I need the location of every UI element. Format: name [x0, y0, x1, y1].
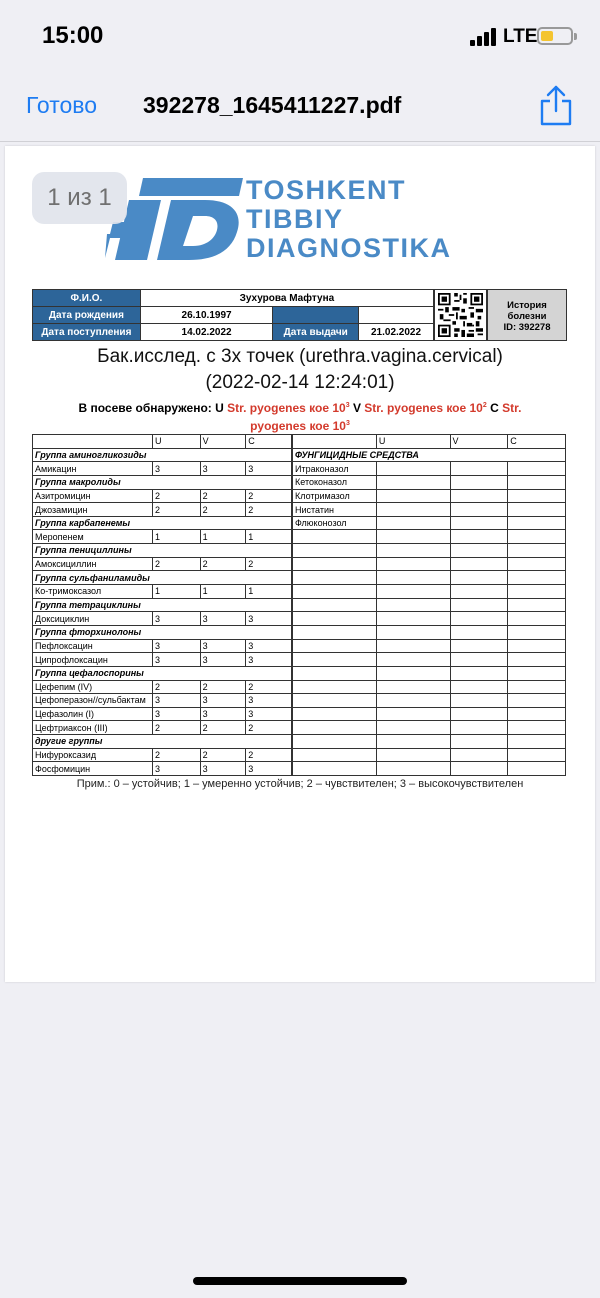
empty-cell: [293, 598, 377, 612]
empty-cell: [508, 735, 566, 749]
group-name: Группа тетрациклины: [33, 598, 292, 612]
empty-cell: [376, 530, 450, 544]
result-v: [450, 503, 508, 517]
result-u: 2: [152, 557, 200, 571]
group-row: [33, 625, 292, 639]
page-indicator: 1 из 1: [32, 172, 127, 224]
empty-cell: [508, 666, 566, 680]
result-u: 2: [152, 489, 200, 503]
group-name: Группа пенициллины: [33, 544, 292, 558]
blank-cell: [273, 307, 359, 324]
group-row: [33, 448, 292, 462]
patient-name: Зухурова Мафтуна: [140, 290, 433, 307]
empty-cell: [293, 748, 377, 762]
result-v: [450, 462, 508, 476]
empty-cell: [508, 653, 566, 667]
column-header: V: [450, 435, 508, 449]
empty-cell: [376, 762, 450, 776]
result-v: 2: [200, 489, 246, 503]
table-row: [33, 680, 292, 694]
group-name: Группа сульфаниламиды: [33, 571, 292, 585]
result-c: [508, 489, 566, 503]
empty-cell: [450, 612, 508, 626]
column-header: U: [376, 435, 450, 449]
brand-line-3: DIAGNOSTIKA: [246, 233, 452, 263]
group-row: [33, 735, 292, 749]
table-header-row: [33, 435, 292, 449]
site-u-result: Str. pyogenes кое $10^3$: [227, 401, 350, 415]
brand-line-2: TIBBIY: [246, 204, 344, 234]
column-header: V: [200, 435, 246, 449]
result-u: 3: [152, 707, 200, 721]
empty-row: [293, 721, 566, 735]
battery-icon: [537, 27, 573, 45]
result-v: [450, 516, 508, 530]
empty-cell: [508, 612, 566, 626]
group-row: [33, 571, 292, 585]
empty-cell: [508, 748, 566, 762]
empty-cell: [293, 735, 377, 749]
fio-label: Ф.И.О.: [33, 290, 141, 307]
result-v: [450, 475, 508, 489]
result-c: 1: [246, 530, 292, 544]
empty-cell: [508, 598, 566, 612]
empty-cell: [376, 707, 450, 721]
empty-cell: [450, 666, 508, 680]
empty-cell: [293, 639, 377, 653]
empty-row: [293, 530, 566, 544]
empty-cell: [376, 721, 450, 735]
table-row: [33, 653, 292, 667]
result-u: 2: [152, 680, 200, 694]
nav-bar: [0, 72, 600, 142]
table-row: [293, 462, 566, 476]
empty-cell: [508, 544, 566, 558]
empty-cell: [376, 625, 450, 639]
antifungal-group-name: ФУНГИЦИДНЫЕ СРЕДСТВА: [293, 448, 566, 462]
result-v: 1: [200, 585, 246, 599]
table-row: [33, 748, 292, 762]
antifungal-table: [292, 434, 566, 776]
empty-cell: [450, 530, 508, 544]
empty-cell: [293, 666, 377, 680]
result-c: 3: [246, 639, 292, 653]
drug-name: Итраконазол: [293, 462, 377, 476]
result-v: 3: [200, 762, 246, 776]
result-v: 3: [200, 707, 246, 721]
result-v: 3: [200, 462, 246, 476]
drug-name: Ко-тримоксазол: [33, 585, 153, 599]
result-u: 3: [152, 694, 200, 708]
study-title: Бак.исслед. с 3х точек (urethra.vagina.cervical): [97, 346, 503, 367]
result-u: 2: [152, 503, 200, 517]
result-v: 2: [200, 557, 246, 571]
table-row: [33, 530, 292, 544]
result-c: 1: [246, 585, 292, 599]
history-label-2: болезни: [507, 311, 547, 322]
result-u: 2: [152, 748, 200, 762]
drug-name: Ципрофлоксацин: [33, 653, 153, 667]
history-label-1: История: [507, 300, 547, 311]
birth-label: Дата рождения: [33, 307, 141, 324]
share-icon[interactable]: [538, 84, 574, 126]
site-c-result: Str. pyogenes кое $10^3$: [250, 401, 522, 433]
result-u: 2: [152, 721, 200, 735]
group-name: другие группы: [33, 735, 292, 749]
result-v: 2: [200, 680, 246, 694]
empty-cell: [293, 612, 377, 626]
empty-cell: [293, 625, 377, 639]
result-u: [376, 475, 450, 489]
drug-name: Амоксициллин: [33, 557, 153, 571]
table-row: [293, 503, 566, 517]
result-v: [450, 489, 508, 503]
clinic-name: [246, 176, 452, 263]
empty-row: [293, 762, 566, 776]
case-history-box: [487, 289, 567, 341]
table-row: [33, 707, 292, 721]
empty-cell: [450, 707, 508, 721]
empty-cell: [293, 694, 377, 708]
result-u: 3: [152, 462, 200, 476]
group-name: Группа фторхинолоны: [33, 625, 292, 639]
group-name: Группа макролиды: [33, 475, 292, 489]
document-title: 392278_1645411227.pdf: [143, 92, 402, 118]
result-c: 2: [246, 489, 292, 503]
result-v: 3: [200, 653, 246, 667]
table-row: [293, 489, 566, 503]
signal-icon: [470, 28, 498, 46]
empty-cell: [293, 653, 377, 667]
result-c: [508, 516, 566, 530]
empty-cell: [376, 598, 450, 612]
qr-code: [434, 289, 487, 341]
result-c: 3: [246, 707, 292, 721]
table-row: [33, 762, 292, 776]
empty-cell: [450, 680, 508, 694]
admission-date: 14.02.2022: [140, 324, 273, 341]
result-c: 3: [246, 462, 292, 476]
drug-name: Цефтриаксон (III): [33, 721, 153, 735]
table-row: [33, 503, 292, 517]
result-c: [508, 503, 566, 517]
drug-name: Нистатин: [293, 503, 377, 517]
result-c: 3: [246, 653, 292, 667]
table-row: [293, 516, 566, 530]
drug-name: Цефазолин (I): [33, 707, 153, 721]
drug-name: Цефепим (IV): [33, 680, 153, 694]
column-header: U: [152, 435, 200, 449]
result-u: 3: [152, 612, 200, 626]
empty-cell: [508, 762, 566, 776]
group-row: [293, 448, 566, 462]
result-u: 3: [152, 653, 200, 667]
empty-row: [293, 653, 566, 667]
column-header: C: [246, 435, 292, 449]
result-v: 3: [200, 694, 246, 708]
birth-date: 26.10.1997: [140, 307, 273, 324]
group-row: [33, 598, 292, 612]
empty-cell: [508, 625, 566, 639]
brand-line-1: TOSHKENT: [246, 175, 407, 205]
empty-row: [293, 598, 566, 612]
result-u: 3: [152, 762, 200, 776]
empty-row: [293, 639, 566, 653]
empty-row: [293, 544, 566, 558]
table-header-row: [293, 435, 566, 449]
result-v: 2: [200, 748, 246, 762]
blank-cell: [359, 307, 434, 324]
empty-row: [293, 571, 566, 585]
empty-cell: [376, 748, 450, 762]
empty-cell: [508, 557, 566, 571]
result-u: [376, 489, 450, 503]
empty-cell: [508, 707, 566, 721]
group-name: Группа карбапенемы: [33, 516, 292, 530]
empty-cell: [508, 680, 566, 694]
empty-cell: [293, 721, 377, 735]
result-u: [376, 516, 450, 530]
empty-cell: [293, 530, 377, 544]
empty-cell: [508, 721, 566, 735]
result-u: 1: [152, 530, 200, 544]
issue-label: Дата выдачи: [273, 324, 359, 341]
empty-cell: [450, 598, 508, 612]
table-row: [33, 694, 292, 708]
status-time: 15:00: [42, 22, 104, 49]
empty-cell: [293, 680, 377, 694]
empty-cell: [450, 735, 508, 749]
table-row: [33, 462, 292, 476]
empty-cell: [508, 571, 566, 585]
done-button[interactable]: Готово: [26, 92, 98, 118]
home-indicator[interactable]: [193, 1277, 407, 1285]
empty-cell: [376, 571, 450, 585]
result-v: 3: [200, 639, 246, 653]
drug-name: Меропенем: [33, 530, 153, 544]
drug-name: Доксициклин: [33, 612, 153, 626]
empty-row: [293, 680, 566, 694]
empty-cell: [450, 625, 508, 639]
result-c: [508, 475, 566, 489]
drug-name: Кетоконазол: [293, 475, 377, 489]
group-name: Группа аминогликозиды: [33, 448, 292, 462]
empty-cell: [293, 557, 377, 571]
group-row: [33, 475, 292, 489]
empty-row: [293, 707, 566, 721]
table-row: [33, 585, 292, 599]
empty-cell: [508, 585, 566, 599]
header-cell: [293, 435, 377, 449]
drug-name: Флюконозол: [293, 516, 377, 530]
group-row: [33, 516, 292, 530]
table-row: [33, 612, 292, 626]
empty-cell: [450, 639, 508, 653]
empty-row: [293, 557, 566, 571]
empty-cell: [450, 585, 508, 599]
result-v: 3: [200, 612, 246, 626]
empty-row: [293, 748, 566, 762]
empty-cell: [508, 530, 566, 544]
drug-name: Клотримазол: [293, 489, 377, 503]
result-c: [508, 462, 566, 476]
table-row: [33, 721, 292, 735]
result-c: 3: [246, 612, 292, 626]
findings-label: В посеве обнаружено:: [78, 401, 216, 415]
empty-cell: [293, 762, 377, 776]
result-c: 2: [246, 680, 292, 694]
empty-cell: [376, 666, 450, 680]
result-c: 3: [246, 762, 292, 776]
empty-row: [293, 694, 566, 708]
result-c: 2: [246, 557, 292, 571]
result-u: [376, 462, 450, 476]
status-bar: [0, 0, 600, 72]
drug-name: Нифуроксазид: [33, 748, 153, 762]
drug-name: Джозамицин: [33, 503, 153, 517]
result-c: 2: [246, 748, 292, 762]
empty-cell: [450, 748, 508, 762]
empty-row: [293, 612, 566, 626]
group-name: Группа цефалоспорины: [33, 666, 292, 680]
drug-name: Амикацин: [33, 462, 153, 476]
empty-cell: [450, 721, 508, 735]
header-cell: [33, 435, 153, 449]
issue-date: 21.02.2022: [359, 324, 434, 341]
table-row: [33, 489, 292, 503]
result-c: 2: [246, 721, 292, 735]
empty-cell: [450, 571, 508, 585]
empty-cell: [450, 653, 508, 667]
site-c-label: C: [490, 401, 499, 415]
study-datetime: (2022-02-14 12:24:01): [205, 372, 395, 393]
antibiotic-table: [32, 434, 292, 776]
empty-cell: [376, 639, 450, 653]
result-v: 2: [200, 503, 246, 517]
legend-note: Прим.: 0 – устойчив; 1 – умеренно устойчив; 2 – чувствителен; 3 – высокочувствителен: [76, 778, 524, 790]
empty-row: [293, 735, 566, 749]
result-c: 2: [246, 503, 292, 517]
drug-name: Пефлоксацин: [33, 639, 153, 653]
column-header: C: [508, 435, 566, 449]
empty-cell: [450, 694, 508, 708]
empty-cell: [376, 612, 450, 626]
drug-name: Азитромицин: [33, 489, 153, 503]
result-v: 1: [200, 530, 246, 544]
empty-cell: [293, 544, 377, 558]
site-u-label: U: [215, 401, 224, 415]
result-u: [376, 503, 450, 517]
table-row: [33, 557, 292, 571]
empty-cell: [376, 735, 450, 749]
group-row: [33, 544, 292, 558]
drug-name: Фосфомицин: [33, 762, 153, 776]
empty-cell: [450, 762, 508, 776]
empty-cell: [376, 544, 450, 558]
result-u: 3: [152, 639, 200, 653]
result-v: 2: [200, 721, 246, 735]
empty-cell: [293, 571, 377, 585]
patient-info-table: [32, 289, 434, 341]
empty-cell: [293, 585, 377, 599]
table-row: [33, 639, 292, 653]
empty-cell: [450, 544, 508, 558]
admission-label: Дата поступления: [33, 324, 141, 341]
network-label: LTE: [503, 26, 538, 47]
site-v-label: V: [352, 401, 361, 415]
empty-cell: [293, 707, 377, 721]
result-u: 1: [152, 585, 200, 599]
empty-row: [293, 625, 566, 639]
empty-cell: [450, 557, 508, 571]
table-row: [293, 475, 566, 489]
culture-findings: [50, 398, 550, 434]
drug-name: Цефоперазон//сульбактам: [33, 694, 153, 708]
empty-cell: [376, 680, 450, 694]
empty-cell: [376, 557, 450, 571]
history-id: ID: 392278: [503, 322, 551, 333]
empty-row: [293, 585, 566, 599]
empty-row: [293, 666, 566, 680]
empty-cell: [376, 694, 450, 708]
empty-cell: [508, 694, 566, 708]
empty-cell: [508, 639, 566, 653]
group-row: [33, 666, 292, 680]
site-v-result: Str. pyogenes кое $10^2$: [364, 401, 487, 415]
empty-cell: [376, 653, 450, 667]
empty-cell: [376, 585, 450, 599]
result-c: 3: [246, 694, 292, 708]
